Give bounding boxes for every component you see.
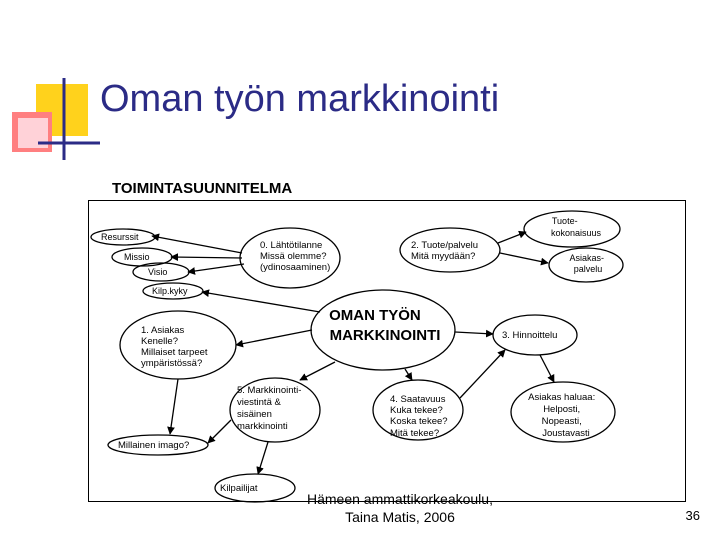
kilpailijat-label: Kilpailijat <box>220 483 258 494</box>
missio-label: Missio <box>124 252 150 262</box>
asiakaspalvelu-label: Asiakas- palvelu <box>569 253 604 274</box>
edge-markkinointi-kilpailijat <box>258 442 268 474</box>
edge-center-hinnoittelu <box>455 332 493 334</box>
edge-lahtotilanne-resurssit <box>152 236 242 253</box>
footer-institution: Hämeen ammattikorkeakoulu, <box>307 491 493 507</box>
kilpkyky-label: Kilp.kyky <box>152 286 188 296</box>
saatavuus-label: 4. Saatavuus Kuka tekee? Koska tekee? Mitä tekee? <box>390 394 448 439</box>
asiakas-haluaa-label: Asiakas haluaa: Helposti, Nopeasti, Joustavasti <box>528 392 596 439</box>
edge-tuote-asiakaspalvelu <box>500 253 548 263</box>
diagram-subtitle: TOIMINTASUUNNITELMA <box>112 180 293 197</box>
edge-markkinointi-imago <box>208 420 231 443</box>
lahtotilanne-label: 0. Lähtötilanne Missä olemme? (ydinosaaminen) <box>260 240 331 273</box>
edge-tuote-tuotekokonaisuus <box>498 232 526 243</box>
edge-center-asiakas <box>236 330 312 345</box>
page-number: 36 <box>685 508 700 523</box>
slide-title: Oman työn markkinointi <box>100 78 500 120</box>
edge-hinnoittelu-asiakashaluaa <box>540 355 554 382</box>
edge-center-saatavuus <box>405 369 412 380</box>
asiakas-label: 1. Asiakas Kenelle? Millaiset tarpeet ympäristössä? <box>141 325 208 369</box>
edge-lahtotilanne-missio <box>171 257 242 258</box>
footer-author: Taina Matis, 2006 <box>345 509 455 525</box>
edge-center-markkinointi <box>300 362 335 380</box>
edge-asiakas-imago <box>170 379 178 434</box>
markkinointiviestinta-label: 5. Markkinointi- viestintä & sisäinen markkinointi <box>237 385 302 432</box>
edge-center-kilpkyky <box>202 292 320 312</box>
center-node-label: OMAN TYÖN MARKKINOINTI <box>329 307 441 344</box>
resurssit-label: Resurssit <box>101 232 139 242</box>
visio-label: Visio <box>148 267 168 277</box>
slide-footer <box>300 490 500 526</box>
tuotekokonaisuus-label: Tuote- kokonaisuus <box>550 216 602 238</box>
hinnoittelu-label: 3. Hinnoittelu <box>502 330 558 341</box>
edge-lahtotilanne-visio <box>188 264 244 272</box>
tuote-palvelu-label: 2. Tuote/palvelu Mitä myydään? <box>411 240 479 262</box>
edge-saatavuus-hinnoittelu <box>460 350 505 398</box>
millainen-imago-label: Millainen imago? <box>118 440 190 451</box>
